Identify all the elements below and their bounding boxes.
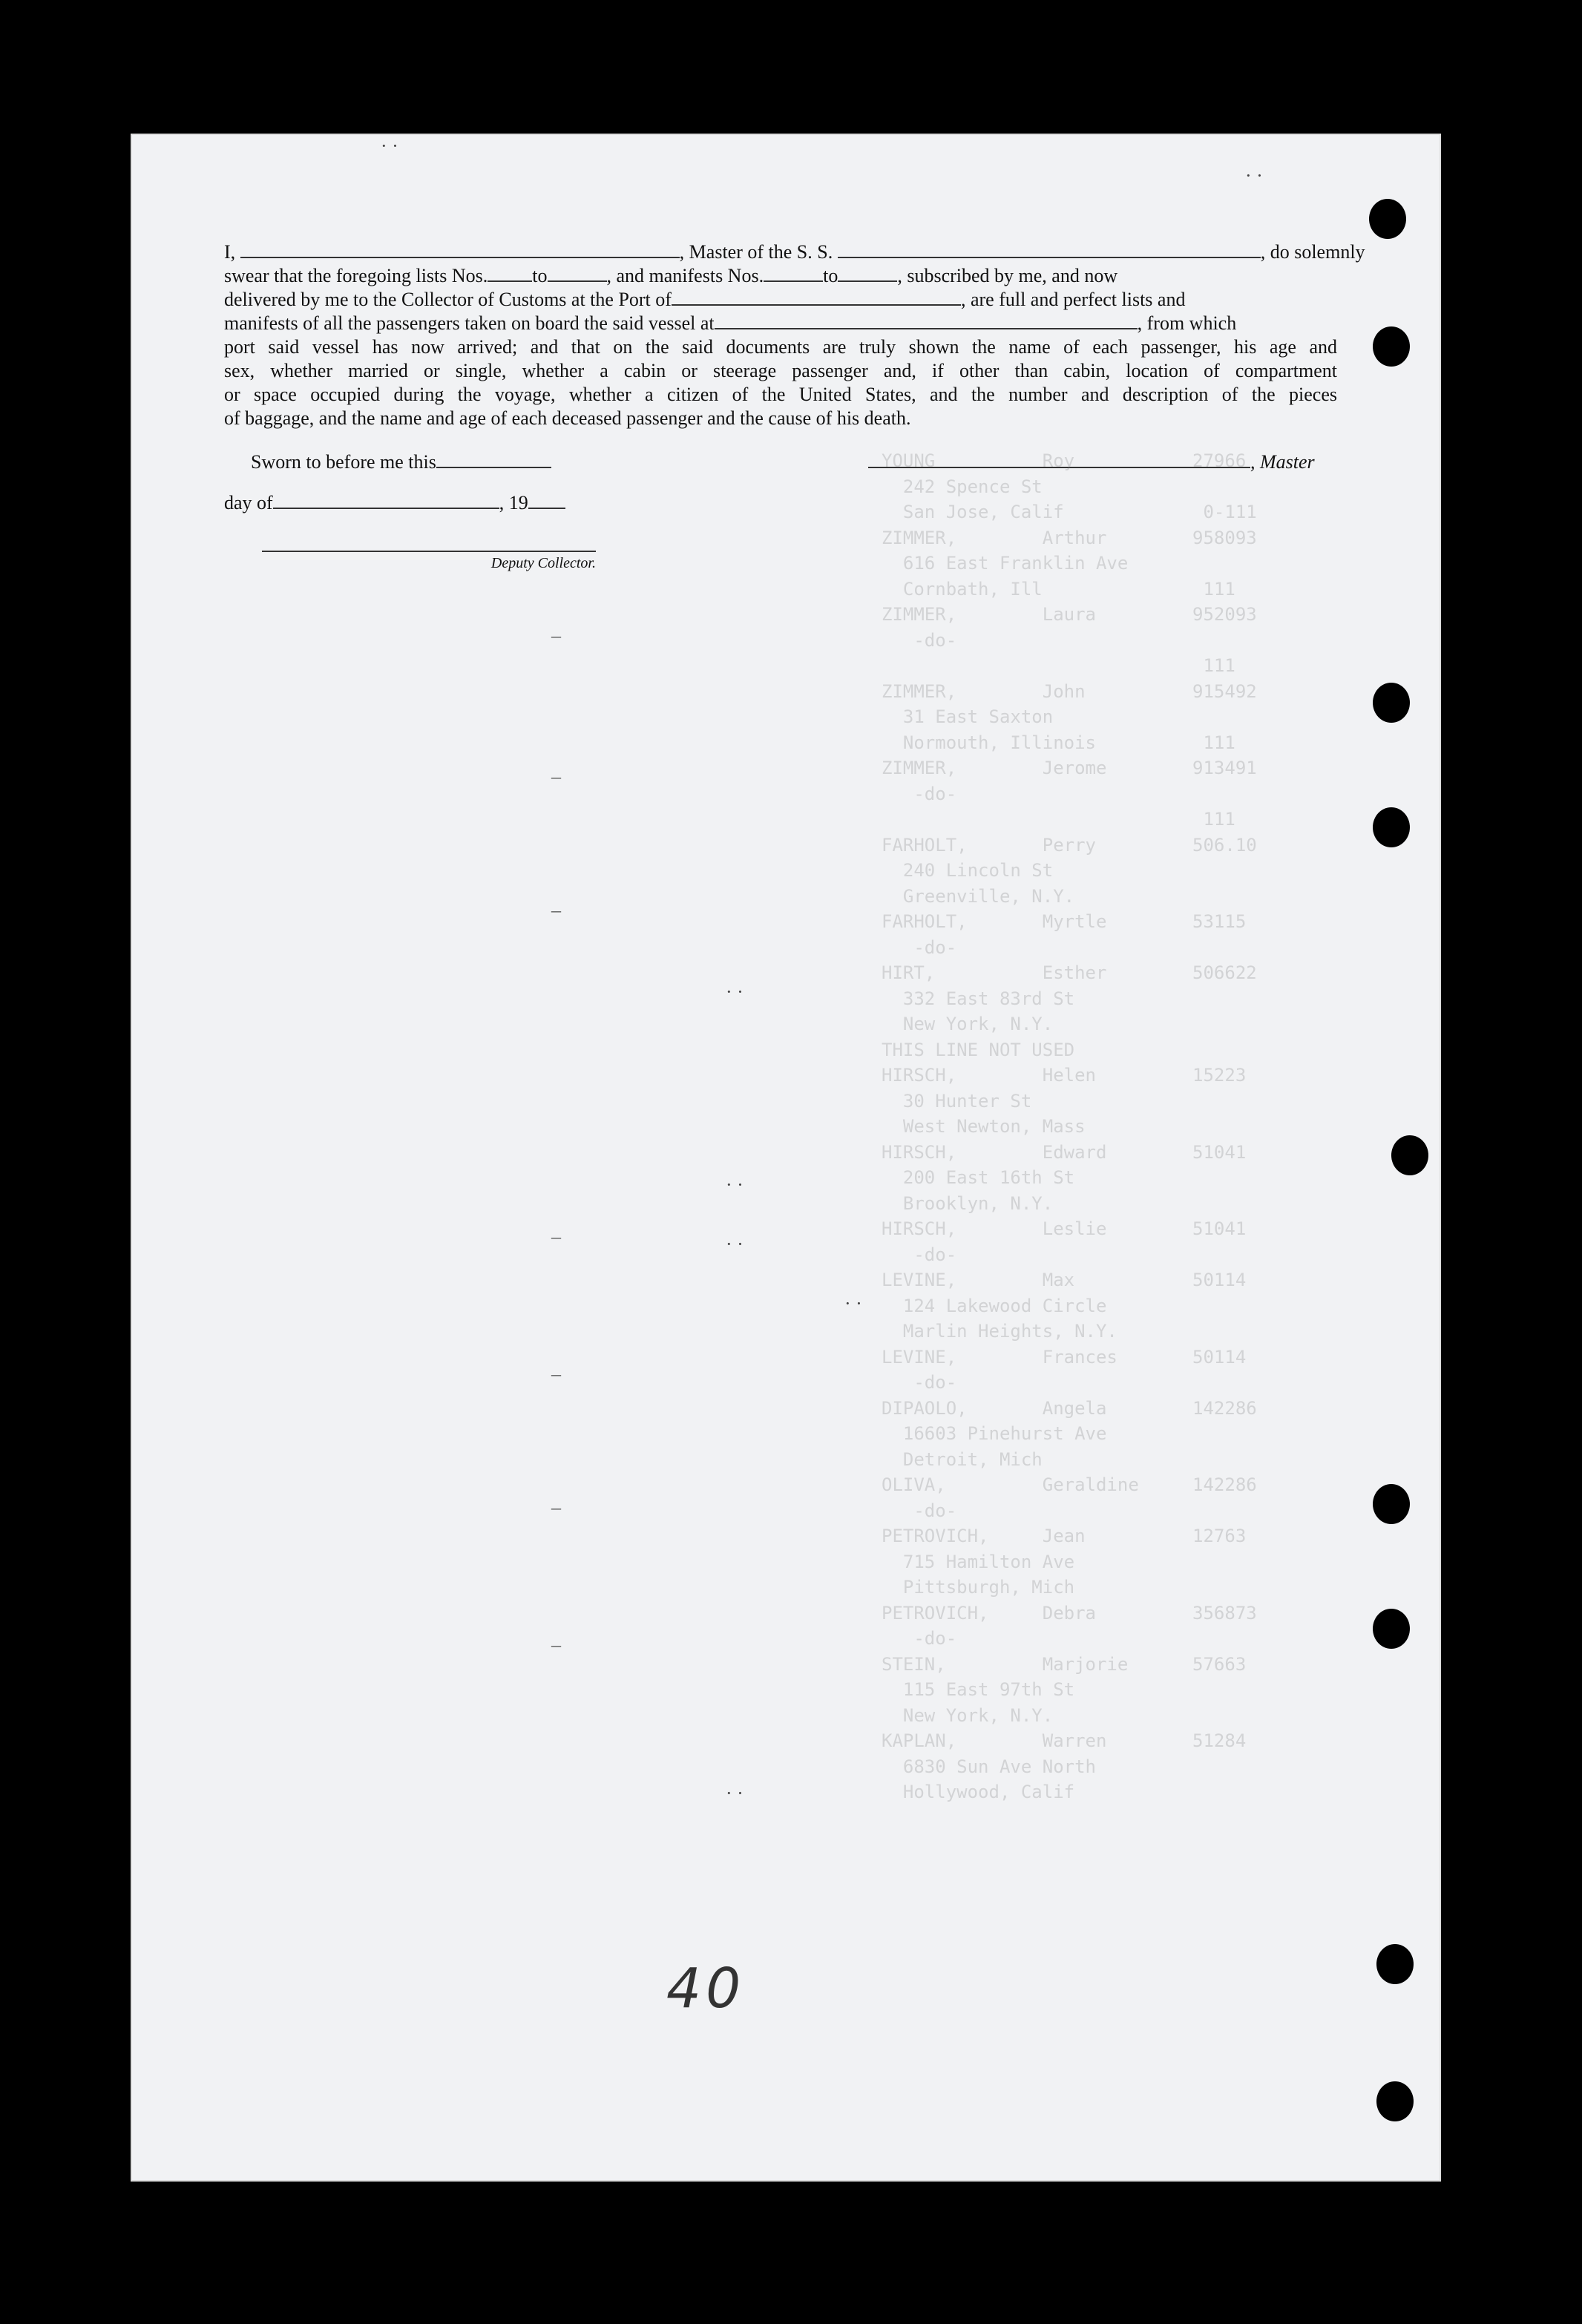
bleed-through-line: West Newton, Mass: [882, 1116, 1086, 1137]
bleed-through-line: KAPLAN, Warren 51284: [882, 1730, 1247, 1751]
bleed-through-line: ZIMMER, Laura 952093: [882, 604, 1257, 625]
bleed-through-line: 111: [882, 655, 1235, 676]
bleed-through-line: LEVINE, Frances 50114: [882, 1346, 1247, 1368]
manifest-page: [131, 134, 1441, 2182]
bleed-through-line: 16603 Pinehurst Ave: [882, 1423, 1107, 1444]
bleed-through-line: 200 East 16th St: [882, 1167, 1075, 1188]
oath-line-3: delivered by me to the Collector of Customs at the Port of , are full and perfect lists and: [224, 289, 1186, 310]
bleed-through-line: 715 Hamilton Ave: [882, 1551, 1075, 1572]
master-name-blank: [240, 242, 680, 258]
port-blank: [672, 289, 961, 306]
oath-line-6: sex, whether married or single, whether a cabin or steerage passenger and, if other than cabin, location of compartment: [224, 360, 1337, 381]
bleed-through-line: ZIMMER, Jerome 913491: [882, 758, 1257, 778]
bleed-through-line: 31 East Saxton: [882, 706, 1054, 727]
bleed-through-line: 30 Hunter St: [882, 1090, 1032, 1112]
oath-line-4: manifests of all the passengers taken on board the said vessel at , from which: [224, 312, 1237, 334]
bleed-through-line: FARHOLT, Myrtle 53115: [882, 911, 1247, 932]
bleed-through-line: 240 Lincoln St: [882, 860, 1054, 881]
punch-hole: [1376, 1944, 1414, 1984]
bleed-through-line: -do-: [882, 783, 957, 804]
dash-mark: –: [551, 1226, 561, 1247]
departure-port-blank: [715, 313, 1138, 329]
dot-marks: · ·: [844, 1293, 862, 1314]
dot-marks: · ·: [726, 1174, 744, 1195]
bleed-through-line: -do-: [882, 1244, 957, 1265]
bleed-through-line: YOUNG Roy 27966: [882, 450, 1247, 471]
bleed-through-line: -do-: [882, 1500, 957, 1521]
bleed-through-line: HIRSCH, Leslie 51041: [882, 1218, 1247, 1239]
bleed-through-line: Detroit, Mich: [882, 1448, 1043, 1470]
bleed-through-line: OLIVA, Geraldine 142286: [882, 1474, 1257, 1495]
dash-mark: –: [551, 1363, 561, 1385]
dot-marks: · ·: [726, 1233, 744, 1255]
bleed-through-line: DIPAOLO, Angela 142286: [882, 1397, 1257, 1419]
oath-line-5: port said vessel has now arrived; and that on the said documents are truly shown the name of each passenger, his age and: [224, 336, 1337, 358]
master-signature-line: , Master: [868, 450, 1315, 474]
bleed-through-line: ZIMMER, Arthur 958093: [882, 527, 1257, 548]
bleed-through-line: Hollywood, Calif: [882, 1782, 1075, 1802]
bleed-through-line: Marlin Heights, N.Y.: [882, 1321, 1117, 1342]
bleed-through-line: New York, N.Y.: [882, 1014, 1054, 1034]
punch-hole: [1373, 1609, 1410, 1649]
punch-hole: [1369, 199, 1406, 239]
bleed-through-line: PETROVICH, Jean 12763: [882, 1526, 1247, 1546]
bleed-through-line: ZIMMER, John 915492: [882, 680, 1257, 702]
bleed-through-line: -do-: [882, 936, 957, 958]
oath-line-7: or space occupied during the voyage, whether a citizen of the United States, and the number and description of the pieces: [224, 384, 1337, 405]
bleed-through-line: HIRT, Esther 506622: [882, 962, 1257, 983]
dash-mark: –: [551, 1634, 561, 1655]
dot-marks: · ·: [1245, 165, 1263, 186]
bleed-through-line: 111: [882, 809, 1235, 830]
punch-hole: [1376, 2081, 1414, 2121]
ship-name-blank: [838, 242, 1261, 258]
bleed-through-line: 616 East Franklin Ave: [882, 553, 1129, 574]
dash-mark: –: [551, 1497, 561, 1518]
day-line: day of , 19: [224, 491, 565, 515]
handwritten-page-number: 40: [666, 1957, 746, 2021]
punch-hole: [1373, 807, 1410, 847]
punch-hole: [1373, 1484, 1410, 1524]
bleed-through-line: San Jose, Calif 0-111: [882, 502, 1257, 522]
oath-line-8: of baggage, and the name and age of each deceased passenger and the cause of his death.: [224, 407, 911, 429]
bleed-through-line: THIS LINE NOT USED: [882, 1039, 1075, 1060]
bleed-through-line: Pittsburgh, Mich: [882, 1577, 1075, 1598]
bleed-through-line: FARHOLT, Perry 506.10: [882, 834, 1257, 856]
bleed-through-line: Greenville, N.Y.: [882, 885, 1075, 907]
bleed-through-line: HIRSCH, Edward 51041: [882, 1141, 1247, 1163]
bleed-through-line: 124 Lakewood Circle: [882, 1295, 1107, 1316]
punch-hole: [1373, 683, 1410, 723]
bleed-through-line: 242 Spence St: [882, 476, 1043, 497]
bleed-through-line: Cornbath, Ill 111: [882, 578, 1235, 600]
bleed-through-line: Brooklyn, N.Y.: [882, 1192, 1054, 1214]
bleed-through-line: Normouth, Illinois 111: [882, 732, 1235, 753]
deputy-collector-signature: Deputy Collector.: [262, 551, 596, 572]
sworn-line: Sworn to before me this: [251, 450, 551, 474]
bleed-through-line: STEIN, Marjorie 57663: [882, 1653, 1247, 1675]
bleed-through-line: 115 East 97th St: [882, 1679, 1075, 1700]
bleed-through-line: LEVINE, Max 50114: [882, 1270, 1247, 1290]
bleed-through-line: HIRSCH, Helen 15223: [882, 1065, 1247, 1086]
bleed-through-line: 6830 Sun Ave North: [882, 1756, 1096, 1777]
oath-line-2: swear that the foregoing lists Nos. to , and manifests Nos. to , subscribed by me, and now: [224, 265, 1118, 286]
dot-marks: · ·: [381, 135, 398, 157]
bleed-through-line: 332 East 83rd St: [882, 988, 1075, 1009]
bleed-through-line: PETROVICH, Debra 356873: [882, 1602, 1257, 1624]
punch-hole: [1391, 1135, 1428, 1175]
oath-line-1: I, , Master of the S. S. , do solemnly: [224, 241, 1365, 263]
bleed-through-line: New York, N.Y.: [882, 1704, 1054, 1726]
dash-mark: –: [551, 899, 561, 921]
dot-marks: · ·: [726, 981, 744, 1002]
bleed-through-line: -do-: [882, 1628, 957, 1649]
bleed-through-line: -do-: [882, 629, 957, 651]
dash-mark: –: [551, 766, 561, 787]
dash-mark: –: [551, 625, 561, 646]
dot-marks: · ·: [726, 1782, 744, 1804]
bleed-through-line: -do-: [882, 1372, 957, 1393]
punch-hole: [1373, 326, 1410, 367]
